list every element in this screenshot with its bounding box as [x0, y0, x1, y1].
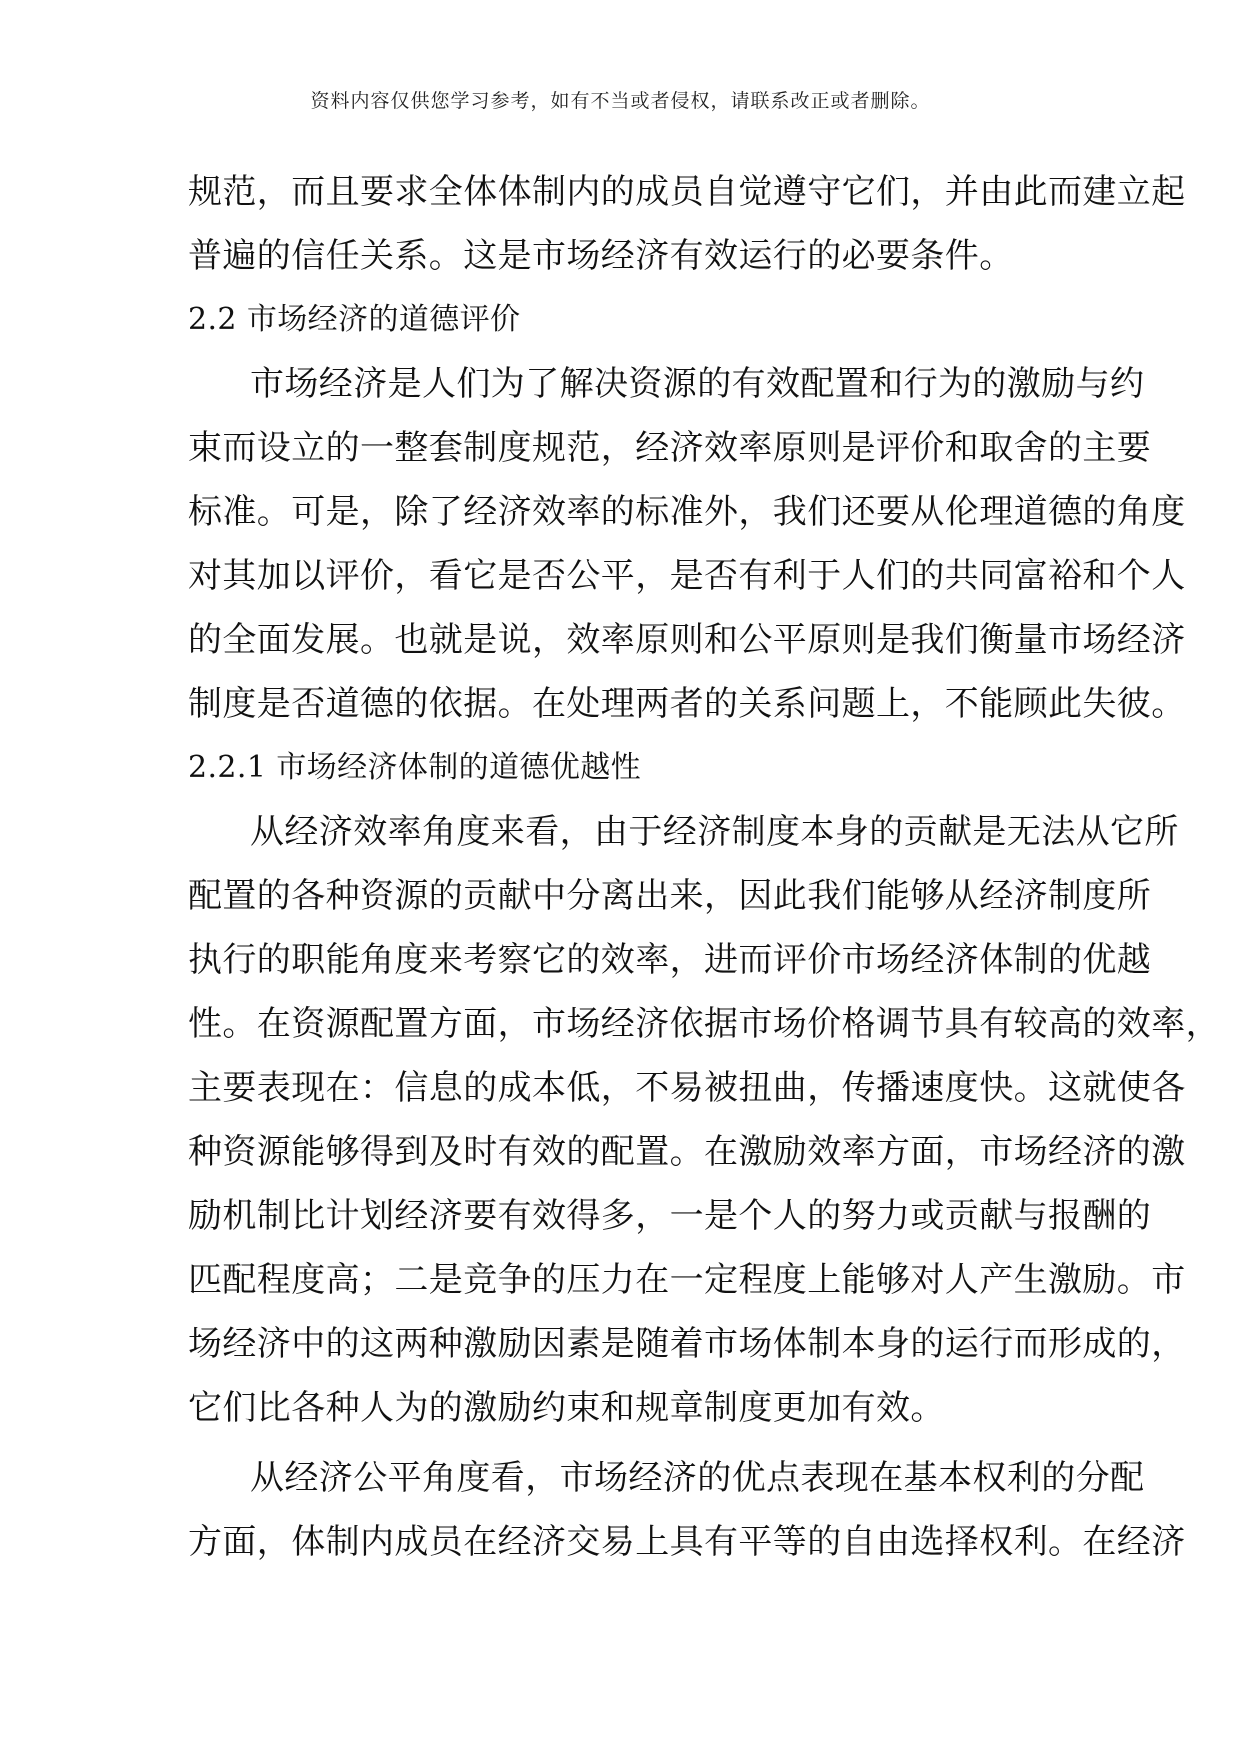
paragraph-line: 普遍的信任关系。这是市场经济有效运行的必要条件。	[188, 236, 1014, 276]
paragraph-line: 市场经济是人们为了解决资源的有效配置和行为的激励与约	[250, 364, 1145, 404]
paragraph-line: 束而设立的一整套制度规范，经济效率原则是评价和取舍的主要	[188, 428, 1152, 468]
paragraph-line: 规范，而且要求全体体制内的成员自觉遵守它们，并由此而建立起	[188, 172, 1186, 212]
body-text	[188, 160, 1220, 1574]
paragraph-line: 对其加以评价，看它是否公平，是否有利于人们的共同富裕和个人	[188, 556, 1186, 596]
paragraph-line: 场经济中的这两种激励因素是随着市场体制本身的运行而形成的，	[188, 1324, 1186, 1364]
paragraph-line: 性。在资源配置方面，市场经济依据市场价格调节具有较高的效率，	[188, 1004, 1220, 1044]
page-header-disclaimer: 资料内容仅供您学习参考，如有不当或者侵权，请联系改正或者删除。	[310, 90, 931, 112]
paragraph-line: 种资源能够得到及时有效的配置。在激励效率方面，市场经济的激	[188, 1132, 1186, 1172]
paragraph-line: 匹配程度高；二是竞争的压力在一定程度上能够对人产生激励。市	[188, 1260, 1186, 1300]
paragraph-line: 的全面发展。也就是说，效率原则和公平原则是我们衡量市场经济	[188, 620, 1186, 660]
paragraph-line: 它们比各种人为的激励约束和规章制度更加有效。	[188, 1388, 945, 1428]
paragraph-line: 主要表现在：信息的成本低，不易被扭曲，传播速度快。这就使各	[188, 1068, 1186, 1108]
paragraph-line: 方面，体制内成员在经济交易上具有平等的自由选择权利。在经济	[188, 1522, 1186, 1562]
paragraph-line: 从经济效率角度来看，由于经济制度本身的贡献是无法从它所	[250, 812, 1179, 852]
paragraph-line: 标准。可是，除了经济效率的标准外，我们还要从伦理道德的角度	[188, 492, 1186, 532]
paragraph-line: 执行的职能角度来考察它的效率，进而评价市场经济体制的优越	[188, 940, 1152, 980]
subsection-heading: 2.2.1 市场经济体制的道德优越性	[188, 750, 642, 785]
paragraph-line: 制度是否道德的依据。在处理两者的关系问题上，不能顾此失彼。	[188, 684, 1186, 724]
paragraph-line: 励机制比计划经济要有效得多，一是个人的努力或贡献与报酬的	[188, 1196, 1152, 1236]
section-heading: 2.2 市场经济的道德评价	[188, 302, 521, 337]
paragraph-line: 从经济公平角度看，市场经济的优点表现在基本权利的分配	[250, 1458, 1145, 1498]
paragraph-line: 配置的各种资源的贡献中分离出来，因此我们能够从经济制度所	[188, 876, 1152, 916]
